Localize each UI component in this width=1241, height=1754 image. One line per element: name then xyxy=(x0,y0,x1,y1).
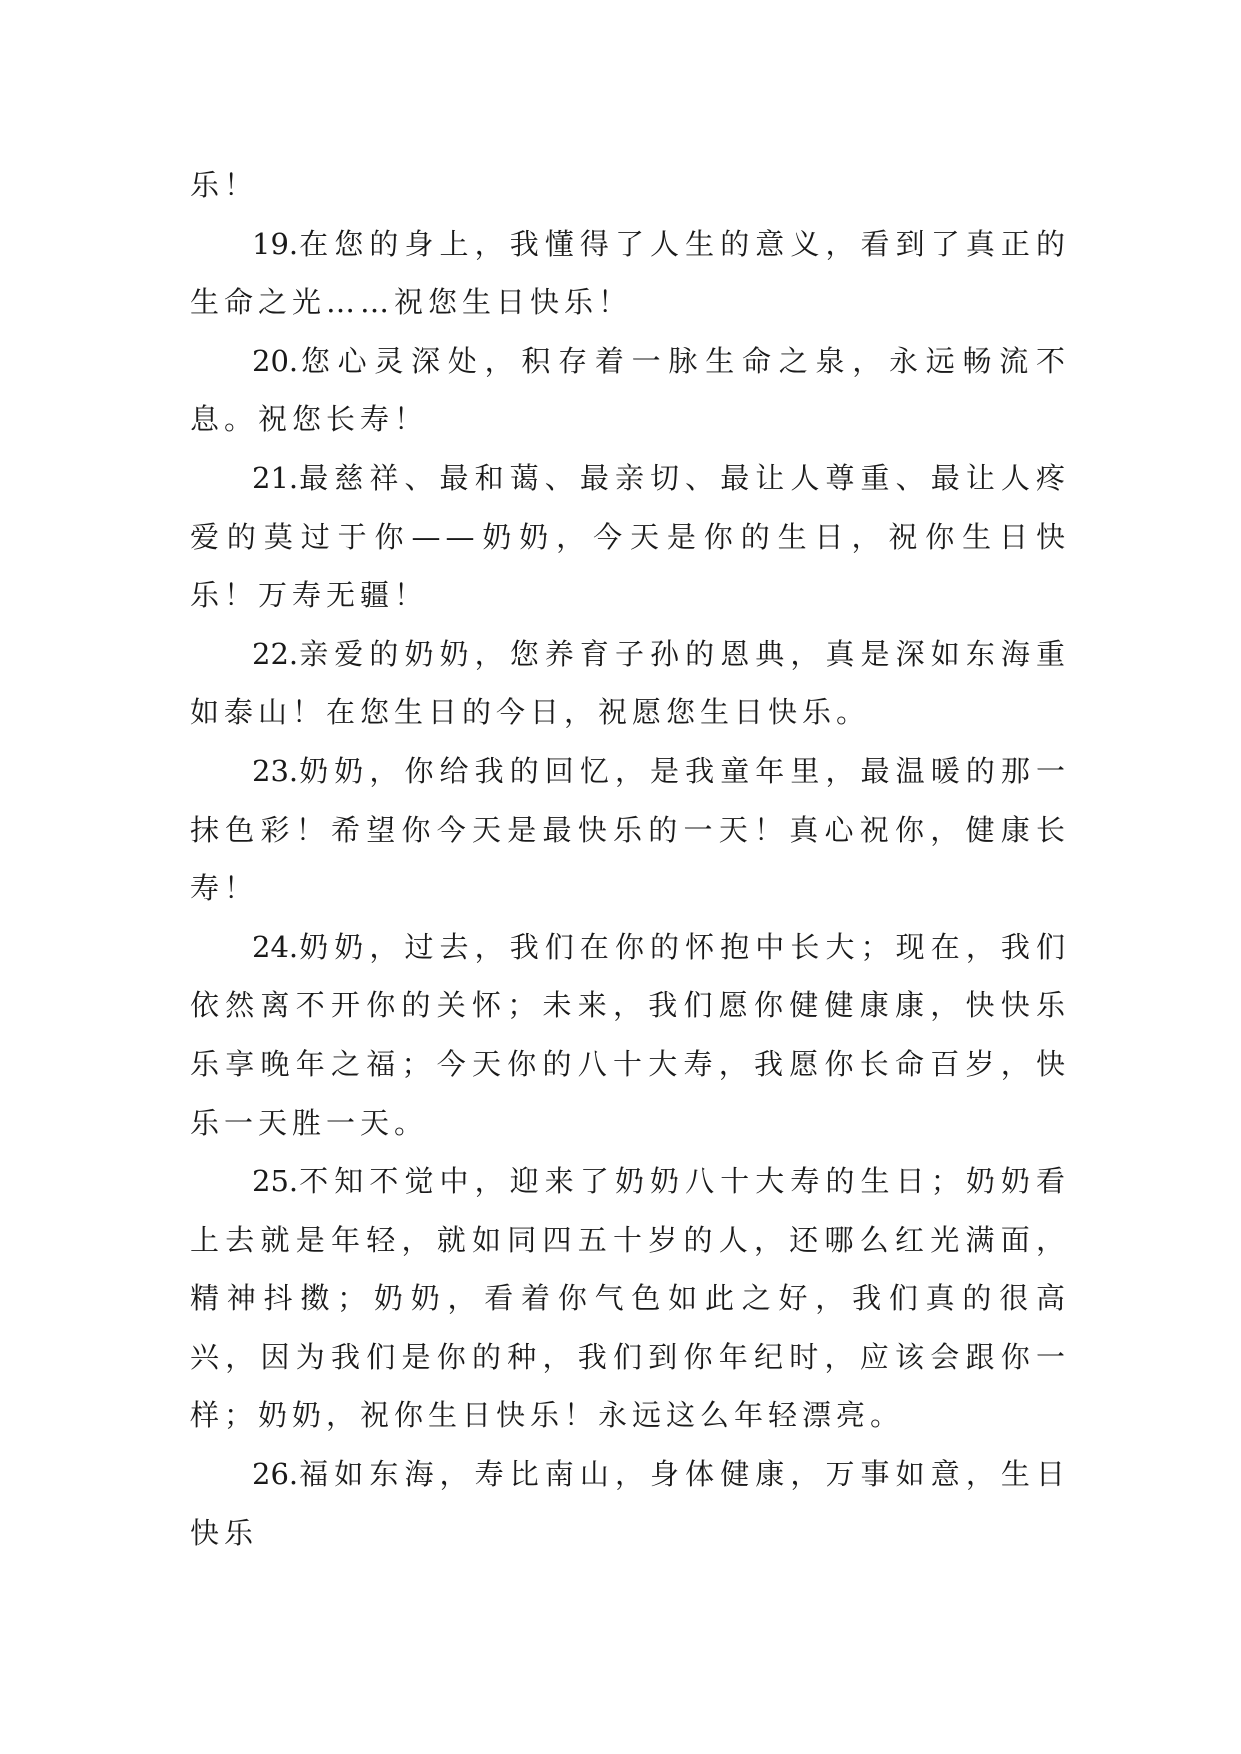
paragraph-number: 20. xyxy=(252,343,299,378)
paragraph-text: 福如东海，寿比南山，身体健康，万事如意，生日快乐 xyxy=(190,1457,1070,1550)
paragraph-number: 21. xyxy=(252,460,299,495)
paragraph-text: 不知不觉中，迎来了奶奶八十大寿的生日；奶奶看上去就是年轻，就如同四五十岁的人，还哪么红光满面，精神抖擞；奶奶，看着你气色如此之好，我们真的很高兴，因为我们是你的种，我们到你年纪时，应该会跟你一样；奶奶，祝你生日快乐！永远这么年轻漂亮。 xyxy=(190,1164,1070,1433)
paragraph-20 xyxy=(190,332,1070,449)
paragraph-text: 亲爱的奶奶，您养育子孙的恩典，真是深如东海重如泰山！在您生日的今日，祝愿您生日快乐。 xyxy=(190,636,1070,730)
paragraph-number: 24. xyxy=(252,929,299,964)
paragraph-number: 22. xyxy=(252,636,299,671)
paragraph-26 xyxy=(190,1445,1070,1562)
paragraph-19 xyxy=(190,215,1070,332)
paragraph-number: 23. xyxy=(252,753,299,788)
paragraph-text: 奶奶，你给我的回忆，是我童年里，最温暖的那一抹色彩！希望你今天是最快乐的一天！真心祝你，健康长寿！ xyxy=(190,753,1070,906)
paragraph-number: 25. xyxy=(252,1164,299,1199)
paragraph-text: 乐！ xyxy=(190,168,259,202)
paragraph-number: 26. xyxy=(252,1457,299,1492)
paragraph-25 xyxy=(190,1152,1070,1445)
paragraph-text: 最慈祥、最和蔼、最亲切、最让人尊重、最让人疼爱的莫过于你——奶奶，今天是你的生日，祝你生日快乐！万寿无疆！ xyxy=(190,460,1070,613)
paragraph-text: 奶奶，过去，我们在你的怀抱中长大；现在，我们依然离不开你的关怀；未来，我们愿你健健康康，快快乐乐享晚年之福；今天你的八十大寿，我愿你长命百岁，快乐一天胜一天。 xyxy=(190,929,1070,1140)
document-body xyxy=(190,156,1070,1562)
paragraph-23 xyxy=(190,742,1070,918)
paragraph-text: 在您的身上，我懂得了人生的意义，看到了真正的生命之光……祝您生日快乐！ xyxy=(190,226,1070,320)
paragraph-24 xyxy=(190,918,1070,1152)
paragraph-continuation xyxy=(190,156,1070,215)
paragraph-number: 19. xyxy=(252,226,299,261)
paragraph-21 xyxy=(190,449,1070,625)
paragraph-text: 您心灵深处，积存着一脉生命之泉，永远畅流不息。祝您长寿！ xyxy=(190,343,1070,437)
paragraph-22 xyxy=(190,625,1070,742)
